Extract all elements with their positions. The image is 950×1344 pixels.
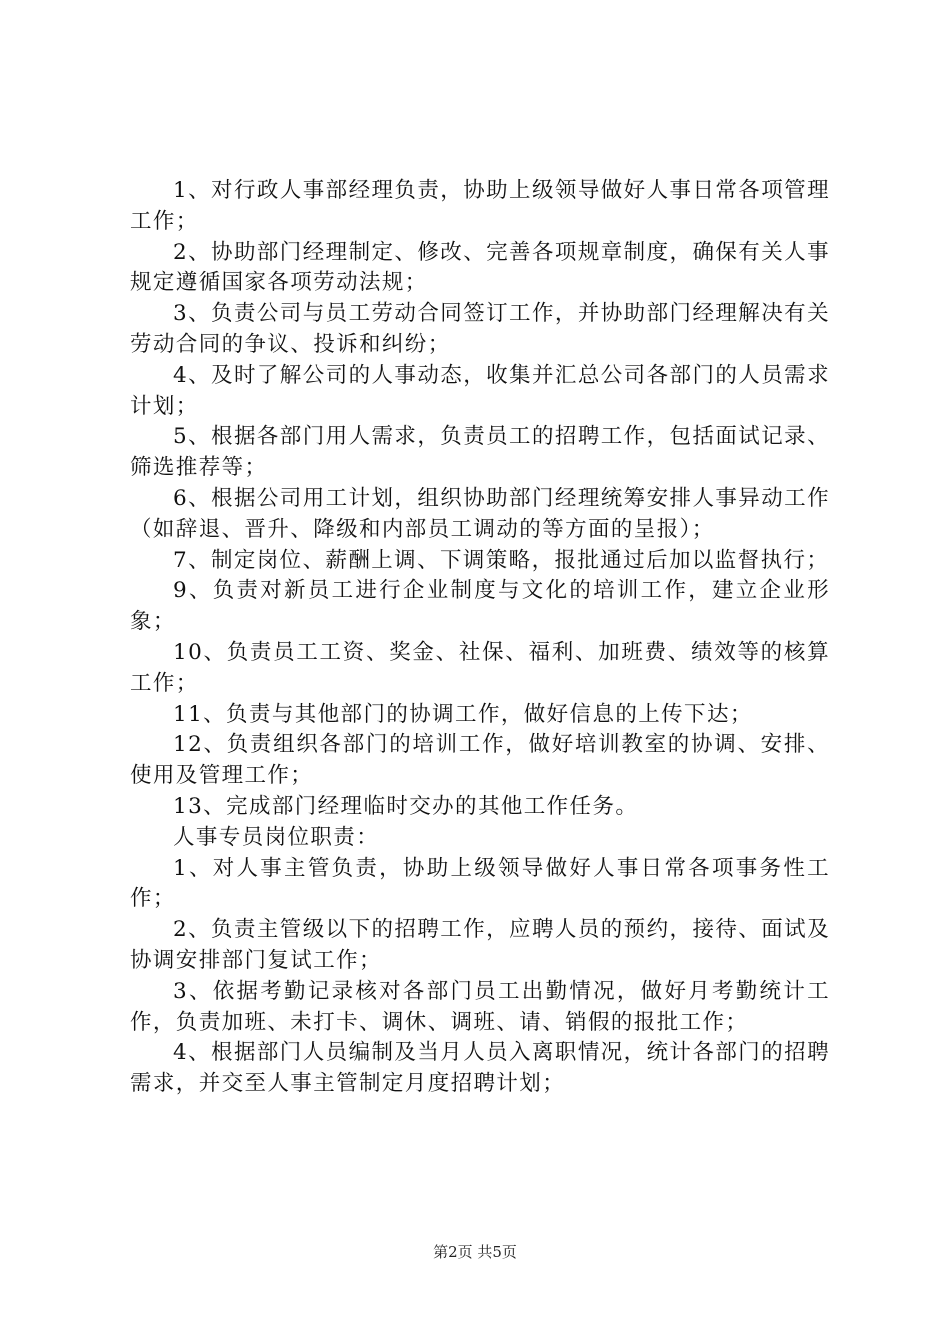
- page-number: 第2页 共5页: [433, 1243, 517, 1261]
- paragraph-7: 7、制定岗位、薪酬上调、下调策略，报批通过后加以监督执行；: [173, 547, 830, 573]
- page-footer: [0, 1242, 950, 1262]
- specialist-duty-4: 4、根据部门人员编制及当月人员入离职情况，统计各部门的招聘需求，并交至人事主管制定月度招聘计划；: [130, 1040, 830, 1097]
- paragraph-3: 3、负责公司与员工劳动合同签订工作，并协助部门经理解决有关劳动合同的争议、投诉和纠纷；: [130, 301, 830, 357]
- specialist-duty-3: 3、依据考勤记录核对各部门员工出勤情况，做好月考勤统计工作，负责加班、未打卡、调休、调班、请、销假的报批工作；: [130, 978, 830, 1035]
- specialist-duty-2: 2、负责主管级以下的招聘工作，应聘人员的预约，接待、面试及协调安排部门复试工作；: [130, 917, 830, 973]
- paragraph-12: 12、负责组织各部门的培训工作，做好培训教室的协调、安排、使用及管理工作；: [130, 732, 830, 789]
- paragraph-1: 1、对行政人事部经理负责，协助上级领导做好人事日常各项管理工作；: [130, 178, 830, 234]
- paragraph-5: 5、根据各部门用人需求，负责员工的招聘工作，包括面试记录、筛选推荐等；: [130, 424, 830, 481]
- document-body: [130, 176, 830, 1100]
- paragraph-10: 10、负责员工工资、奖金、社保、福利、加班费、绩效等的核算工作；: [130, 639, 830, 696]
- paragraph-13: 13、完成部门经理临时交办的其他工作任务。: [173, 793, 639, 819]
- paragraph-6: 6、根据公司用工计划，组织协助部门经理统筹安排人事异动工作（如辞退、晋升、降级和内部员工调动的等方面的呈报）；: [130, 485, 830, 542]
- section-heading: 人事专员岗位职责：: [173, 824, 380, 850]
- specialist-duty-1: 1、对人事主管负责，协助上级领导做好人事日常各项事务性工作；: [130, 855, 830, 912]
- paragraph-4: 4、及时了解公司的人事动态，收集并汇总公司各部门的人员需求计划；: [130, 362, 830, 419]
- paragraph-11: 11、负责与其他部门的协调工作，做好信息的上传下达；: [173, 701, 753, 727]
- paragraph-9: 9、负责对新员工进行企业制度与文化的培训工作，建立企业形象；: [130, 578, 830, 635]
- paragraph-2: 2、协助部门经理制定、修改、完善各项规章制度，确保有关人事规定遵循国家各项劳动法规；: [130, 239, 830, 296]
